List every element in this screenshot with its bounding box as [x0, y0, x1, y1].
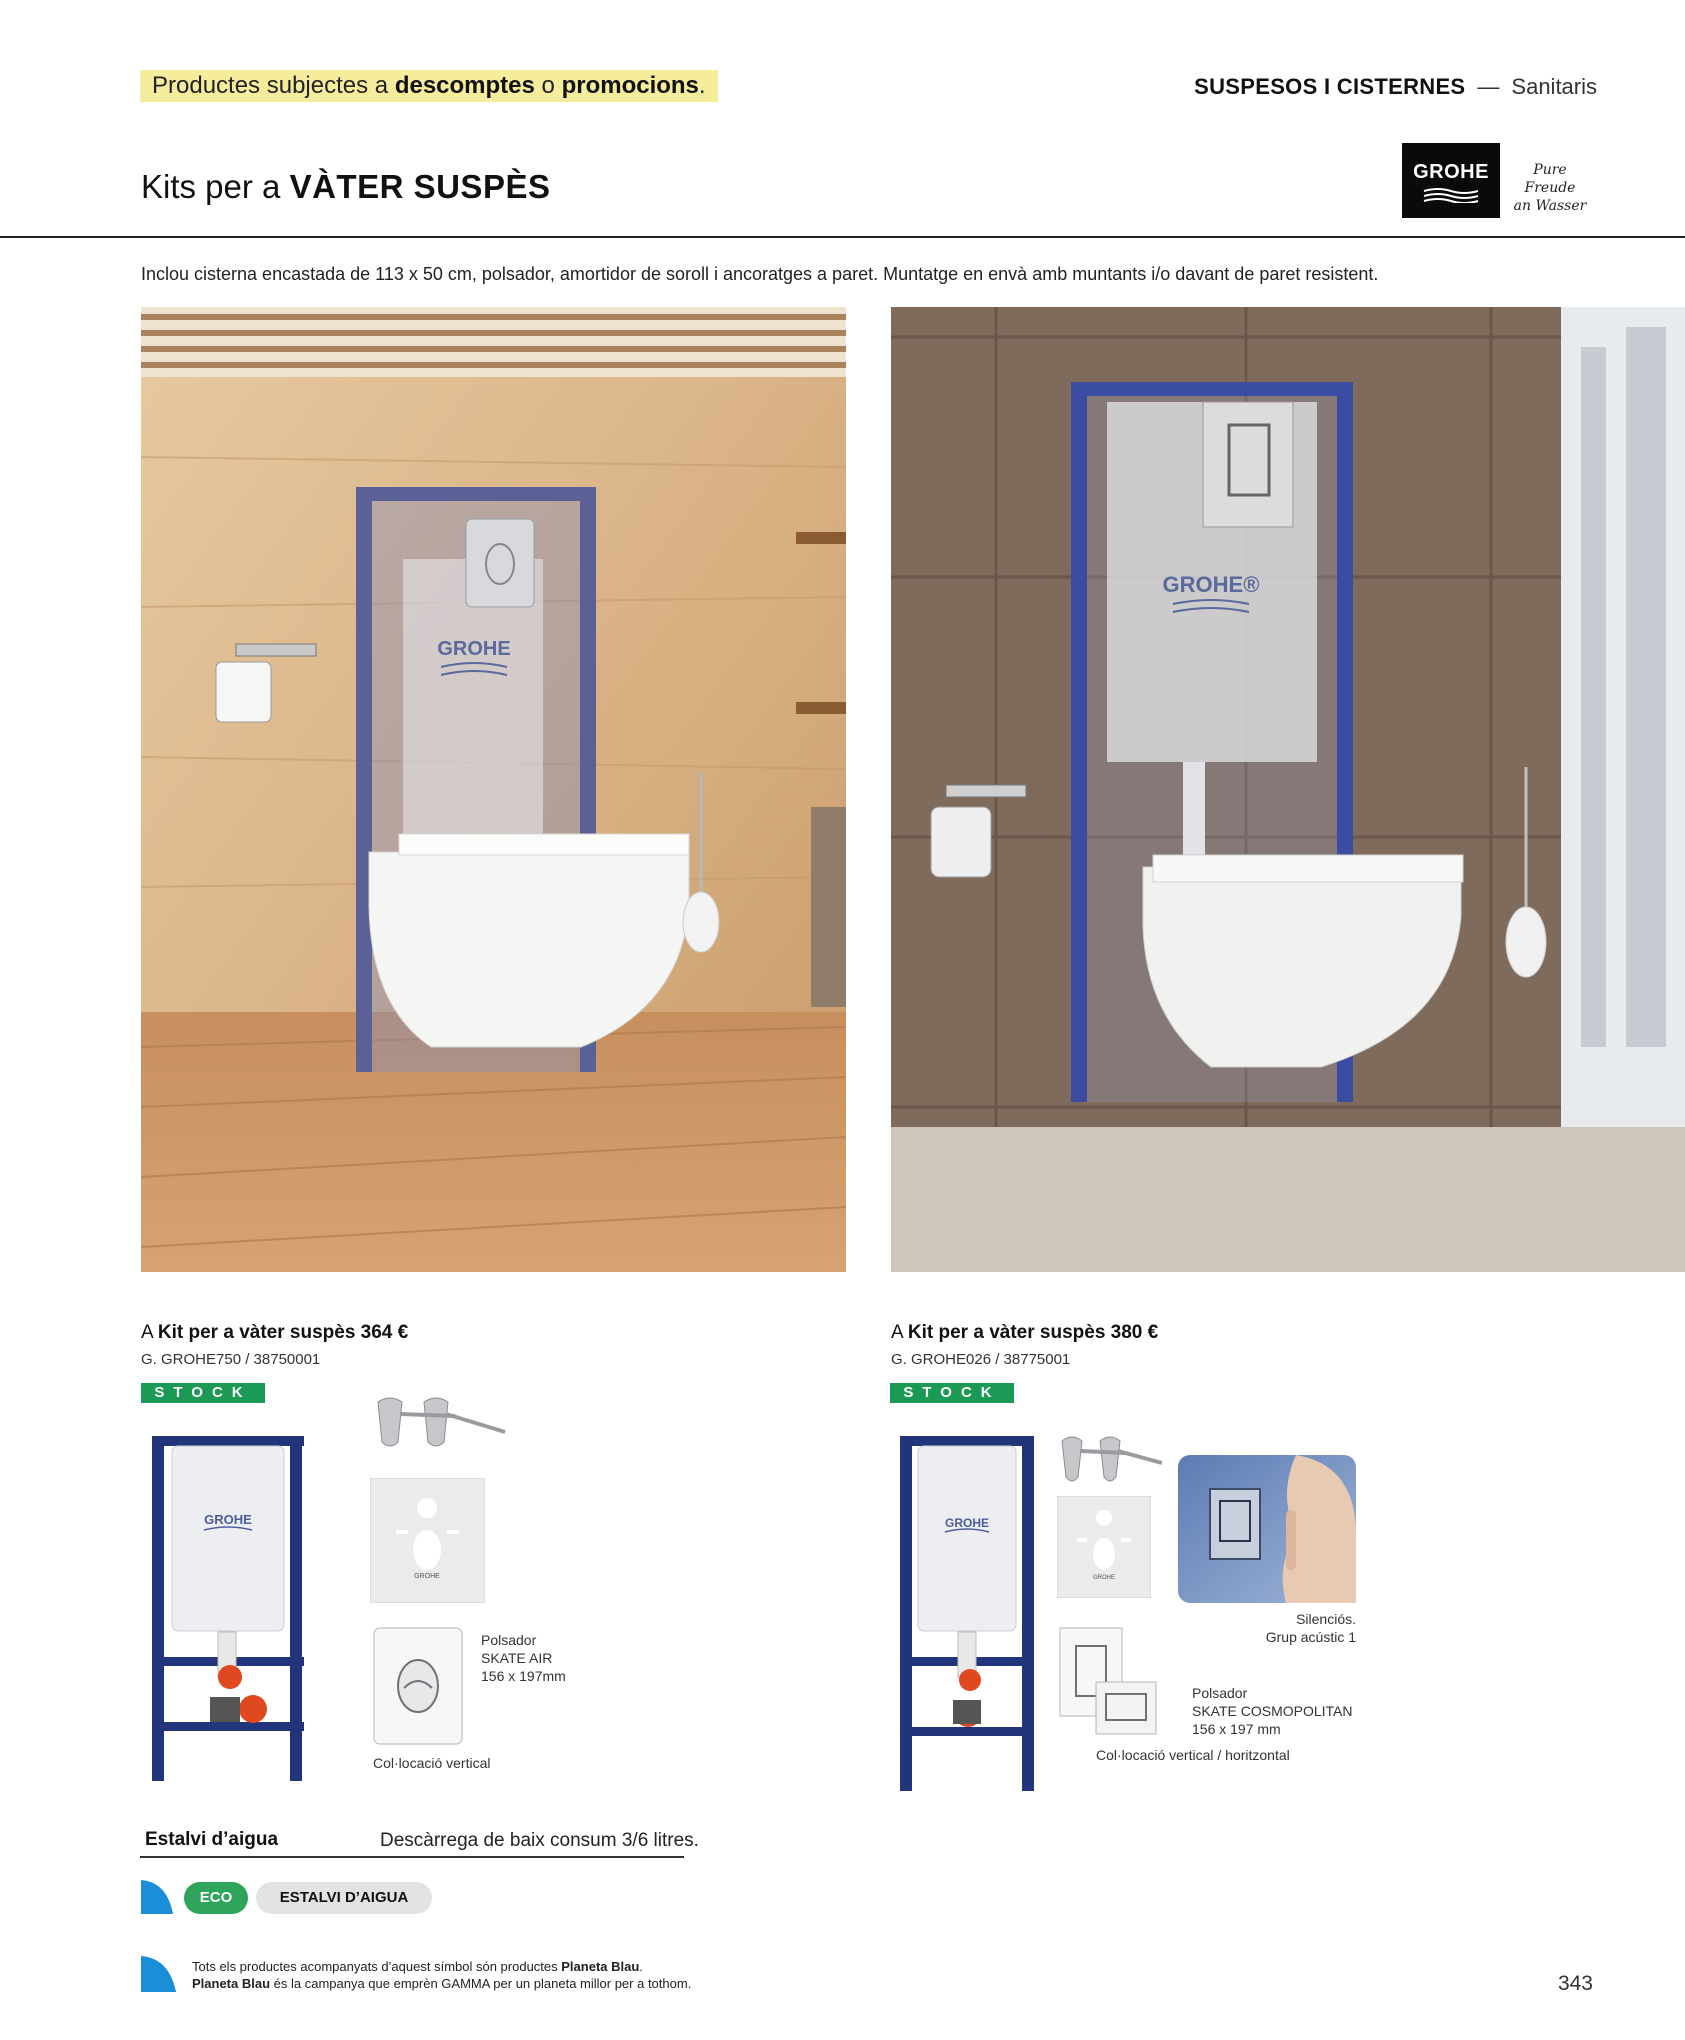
promo-period: .	[698, 72, 706, 99]
product-1-frame-logo: GROHE	[204, 1512, 252, 1527]
water-saving-badge: ESTALVI D’AIGUA	[256, 1882, 432, 1914]
product-1-stock-badge: STOCK	[141, 1383, 265, 1403]
grohe-logo	[1402, 143, 1500, 218]
product-2-anchors-image	[1056, 1433, 1166, 1488]
product-1-placement: Col·locació vertical	[373, 1755, 491, 1771]
button-caption-line: 156 x 197mm	[481, 1668, 566, 1684]
footer-note-line-1	[192, 1958, 691, 1975]
button-caption-line: Polsador	[481, 1632, 537, 1648]
header-rule	[0, 236, 1685, 238]
product-2-acoustic-caption	[1180, 1610, 1356, 1646]
product-1-name: Kit per a vàter suspès	[157, 1322, 356, 1343]
page-number: 343	[1557, 1972, 1593, 1995]
button-caption-line: Polsador	[1192, 1685, 1248, 1701]
footer-text: .	[639, 1959, 643, 1974]
photo-tile-bathroom	[891, 307, 1685, 1272]
promo-banner	[140, 70, 718, 102]
promo-promotions: promocions	[561, 72, 699, 99]
wave-icon	[1422, 187, 1480, 203]
product-2-soundproof-plate	[1057, 1496, 1151, 1598]
planeta-blau-icon	[141, 1880, 173, 1914]
promo-discounts: descomptes	[394, 72, 535, 99]
promo-or: o	[534, 72, 562, 99]
button-caption-line: SKATE AIR	[481, 1650, 553, 1666]
product-2-name: Kit per a vàter suspès	[907, 1322, 1106, 1343]
photo-left-logo: GROHE	[437, 638, 511, 660]
product-2-plate-logo: GROHE	[1092, 1575, 1116, 1581]
product-1-soundproof-plate	[370, 1478, 485, 1603]
slogan-line-1: Pure Freude	[1524, 162, 1576, 196]
brand-slogan	[1510, 161, 1590, 215]
product-2-frame-logo: GROHE	[944, 1516, 990, 1530]
page-title-prefix: Kits per a	[141, 168, 290, 205]
grohe-logo-word: GROHE	[1413, 161, 1489, 183]
footer-planeta-blau: Planeta Blau	[192, 1976, 271, 1991]
acoustic-caption-line: Silenciós.	[1296, 1611, 1356, 1627]
photo-wood-bathroom	[141, 307, 846, 1272]
product-2-stock-badge: STOCK	[890, 1383, 1014, 1403]
product-2-price: 380 €	[1110, 1322, 1159, 1343]
water-saving-label: Estalvi d’aigua	[145, 1829, 279, 1850]
product-1-frame-image	[148, 1432, 308, 1787]
product-2-letter: A	[891, 1322, 903, 1343]
product-1-plate-logo: GROHE	[414, 1573, 440, 1580]
button-caption-line: SKATE COSMOPOLITAN	[1192, 1703, 1353, 1719]
footer-planeta-blau: Planeta Blau	[561, 1959, 640, 1974]
footer-text: Tots els productes acompanyats d’aquest símbol són productes	[192, 1959, 562, 1974]
section-dash: —	[1477, 74, 1500, 99]
intro-text: Inclou cisterna encastada de 113 x 50 cm, polsador, amortidor de soroll i ancoratges a paret. Muntatge en envà amb muntants i/o davant de paret resistent.	[141, 264, 1379, 284]
section-heading	[1194, 74, 1597, 100]
footer-note	[192, 1958, 691, 1992]
button-caption-line: 156 x 197 mm	[1192, 1721, 1281, 1737]
product-2-ref: G. GROHE026 / 38775001	[891, 1351, 1071, 1368]
product-2-title	[891, 1322, 1158, 1344]
product-1-anchors-image	[370, 1394, 510, 1454]
product-2-placement: Col·locació vertical / horitzontal	[1096, 1747, 1290, 1763]
planeta-blau-footer-icon	[141, 1956, 176, 1992]
product-1-flush-button	[372, 1626, 464, 1746]
photo-right-logo: GROHE®	[1162, 572, 1260, 597]
product-1-price: 364 €	[360, 1322, 409, 1343]
promo-text: Productes subjectes a	[152, 72, 395, 99]
water-saving-rule	[140, 1856, 684, 1858]
page-title	[141, 168, 550, 206]
product-1-title	[141, 1322, 408, 1344]
product-1-ref: G. GROHE750 / 38750001	[141, 1351, 321, 1368]
product-2-flush-buttons	[1058, 1626, 1158, 1738]
section-title: SUSPESOS I CISTERNES	[1194, 74, 1466, 99]
eco-badge: ECO	[184, 1882, 248, 1914]
footer-text: és la campanya que emprèn GAMMA per un planeta millor per a tothom.	[270, 1976, 692, 1991]
product-1-button-caption	[481, 1631, 566, 1685]
section-category: Sanitaris	[1511, 74, 1597, 99]
product-2-acoustic-image	[1178, 1455, 1356, 1603]
product-2-frame-image	[898, 1432, 1038, 1797]
product-1-letter: A	[141, 1322, 153, 1343]
acoustic-caption-line: Grup acústic 1	[1265, 1629, 1356, 1645]
water-saving-text: Descàrrega de baix consum 3/6 litres.	[380, 1830, 699, 1851]
slogan-line-2: an Wasser	[1513, 198, 1587, 214]
product-2-button-caption	[1192, 1684, 1353, 1738]
page-title-strong: VÀTER SUSPÈS	[289, 168, 551, 205]
footer-note-line-2	[192, 1975, 691, 1992]
